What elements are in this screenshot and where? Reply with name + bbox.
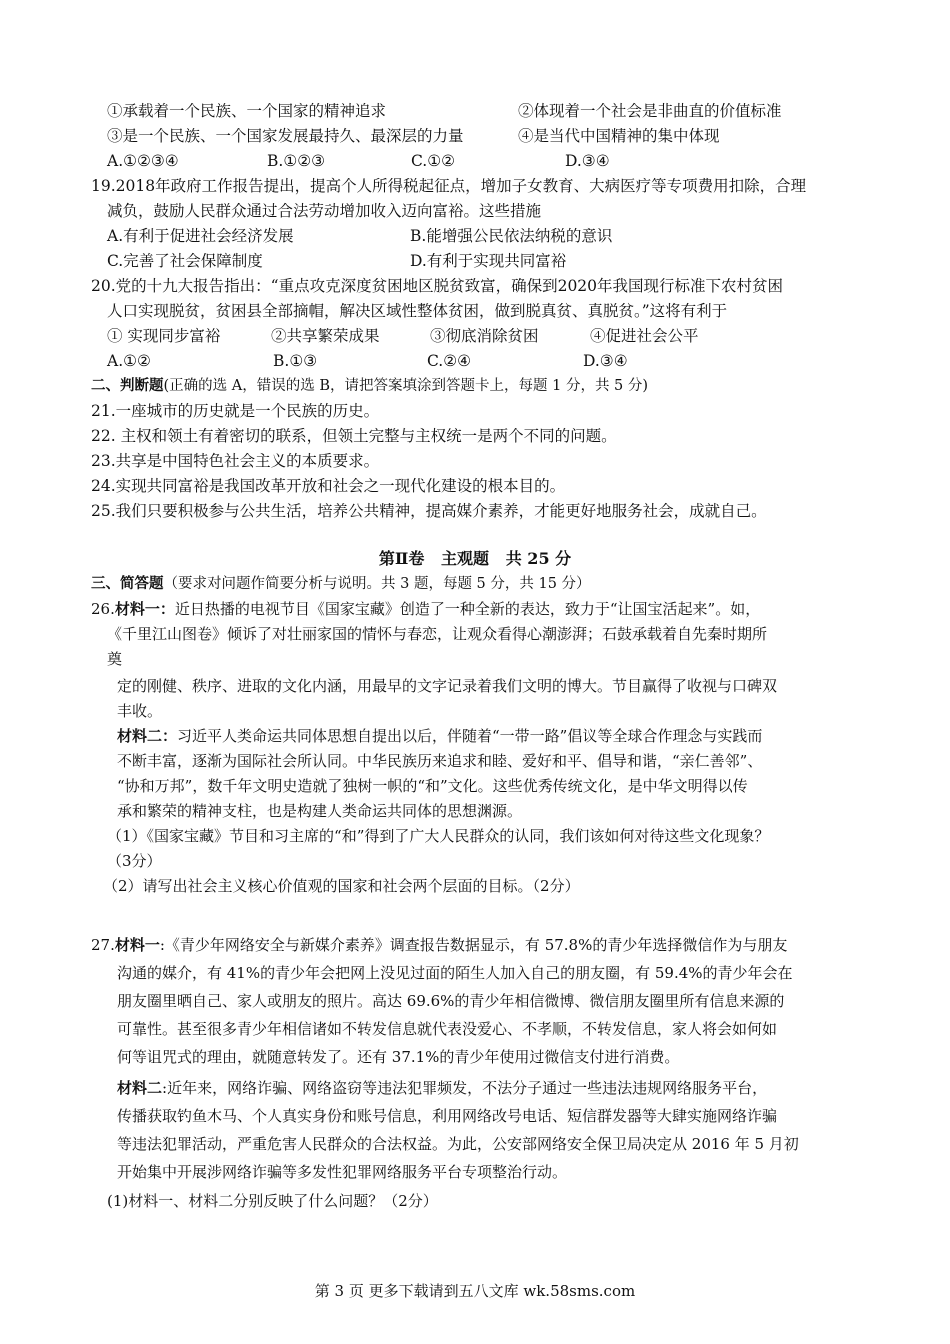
q27-material2-line1 — [117, 1078, 767, 1098]
q18-choice-a: A.①②③④ — [107, 152, 179, 170]
q26-material2-line4: 承和繁荣的精神支柱，也是构建人类命运共同体的思想渊源。 — [117, 802, 523, 820]
q26-material2-text1: 习近平人类命运共同体思想自提出以后，伴随着“一带一路”倡议等全球合作理念与实践而 — [177, 727, 763, 745]
q24-text: 24.实现共同富裕是我国改革开放和社会之一现代化建设的根本目的。 — [91, 477, 566, 495]
q26-material1-line4: 定的刚健、秩序、进取的文化内涵，用最早的文字记录着我们文明的博大。节目赢得了收视与口碑双 — [117, 677, 778, 695]
q26-material2-line2: 不断丰富，逐渐为国际社会所认同。中华民族历来追求和睦、爱好和平、倡导和谐，“亲仁善邻”、 — [117, 752, 763, 770]
q19-choice-b: B.能增强公民依法纳税的意识 — [410, 227, 613, 245]
q19-choice-d: D.有利于实现共同富裕 — [410, 252, 567, 270]
q27-material1-line3: 朋友圈里晒自己、家人或朋友的照片。高达 69.6%的青少年相信微博、微信朋友圈里所有信息来源的 — [117, 992, 785, 1010]
q26-subq1-line1: （1）《国家宝藏》节目和习主席的“和”得到了广大人民群众的认同，我们该如何对待这些文化现象？ — [107, 827, 770, 845]
q27-material1-label: 材料一 — [114, 936, 160, 954]
section3-note: （要求对问题作简要分析与说明。共 3 题，每题 5 分，共 15 分） — [163, 576, 591, 592]
q18-choice-c: C.①② — [411, 152, 456, 170]
section3-heading: 三、简答题 — [91, 575, 164, 592]
q20-choice-d: D.③④ — [583, 352, 628, 370]
q25-text: 25.我们只要积极参与公共生活，培养公共精神，提高媒介素养，才能更好地服务社会，成就自己。 — [91, 502, 767, 520]
q20-option-2: ②共享繁荣成果 — [271, 327, 380, 345]
section2-heading: 二、判断题 — [91, 377, 164, 394]
q20-choice-b: B.①③ — [273, 352, 318, 370]
q27-number: 27. — [91, 936, 115, 954]
q27-material2-text1: :近年来，网络诈骗、网络盗窃等违法犯罪频发，不法分子通过一些违法违规网络服务平台， — [162, 1079, 768, 1097]
q19-choice-c: C.完善了社会保障制度 — [107, 252, 263, 270]
q27-material1-line1 — [91, 935, 787, 955]
q26-material2-label: 材料二： — [117, 727, 178, 745]
q26-material1-line5: 丰收。 — [117, 702, 163, 720]
q26-material1-line1: 26.材料一：近日热播的电视节目《国家宝藏》创造了一种全新的表达，致力于“让国宝活起来”。如， — [91, 600, 761, 618]
q27-material2-line2: 传播获取钓鱼木马、个人真实身份和账号信息，利用网络改号电话、短信群发器等大肆实施网络诈骗 — [117, 1107, 778, 1125]
q18-option-1: ①承载着一个民族、一个国家的精神追求 — [107, 102, 387, 120]
q27-material1-text1: :《青少年网络安全与新媒介素养》调查报告数据显示，有 57.8%的青少年选择微信作为与朋友 — [159, 936, 788, 954]
q20-option-4: ④促进社会公平 — [590, 327, 699, 345]
q18-option-3: ③是一个民族、一个国家发展最持久、最深层的力量 — [107, 127, 464, 145]
q18-choice-b: B.①②③ — [267, 152, 326, 170]
q20-option-1: ① 实现同步富裕 — [107, 327, 221, 345]
page-footer: 第 3 页 更多下载请到五八文库 wk.58sms.com — [314, 1282, 636, 1300]
q27-material1-line2: 沟通的媒介，有 41%的青少年会把网上没见过面的陌生人加入自己的朋友圈，有 59.4%的青少年会在 — [117, 964, 793, 982]
q27-material2-line4: 开始集中开展涉网络诈骗等多发性犯罪网络服务平台专项整治行动。 — [117, 1163, 568, 1181]
section2-heading-line — [91, 376, 648, 396]
q18-option-4: ④是当代中国精神的集中体现 — [518, 127, 720, 145]
q27-material2-line3: 等违法犯罪活动，严重危害人民群众的合法权益。为此，公安部网络安全保卫局决定从 2016 年 5 月初 — [117, 1135, 799, 1153]
q26-material1-label: 材料一： — [114, 600, 175, 618]
q20-stem-line2: 人口实现脱贫，贫困县全部摘帽，解决区域性整体贫困，做到脱真贫、真脱贫。”这将有利于 — [107, 302, 728, 320]
q27-subq1: (1)材料一、材料二分别反映了什么问题？（2分） — [107, 1192, 438, 1210]
q27-material2-label: 材料二 — [117, 1079, 163, 1097]
q21-text: 21.一座城市的历史就是一个民族的历史。 — [91, 402, 380, 420]
q20-choice-c: C.②④ — [427, 352, 472, 370]
q23-text: 23.共享是中国特色社会主义的本质要求。 — [91, 452, 380, 470]
q18-option-2: ②体现着一个社会是非曲直的价值标准 — [518, 102, 782, 120]
q26-material1-text1: 近日热播的电视节目《国家宝藏》创造了一种全新的表达，致力于“让国宝活起来”。如， — [174, 600, 761, 618]
q26-subq2: （2）请写出社会主义核心价值观的国家和社会两个层面的目标。（2分） — [103, 877, 580, 895]
q26-material1-line2: 《千里江山图卷》倾诉了对壮丽家国的情怀与春恋，让观众看得心潮澎湃；石鼓承载着自先秦时期所 — [107, 625, 768, 643]
q19-choice-a: A.有利于促进社会经济发展 — [107, 227, 294, 245]
q26-subq1-line2: （3分） — [107, 852, 162, 870]
part2-title: 第Ⅱ卷 主观题 共 25 分 — [378, 549, 572, 568]
q20-choice-a: A.①② — [107, 352, 151, 370]
section3-heading-line — [91, 574, 591, 594]
q18-choice-d: D.③④ — [565, 152, 610, 170]
q26-material2-line3: “协和万邦”，数千年文明史造就了独树一帜的“和”文化。这些优秀传统文化，是中华文明得以传 — [117, 777, 748, 795]
q20-stem-line1: 20.党的十九大报告指出：“重点攻克深度贫困地区脱贫致富，确保到2020年我国现行标准下农村贫困 — [91, 277, 784, 295]
q26-material2-line1 — [117, 726, 762, 746]
q27-material1-line5: 何等诅咒式的理由，就随意转发了。还有 37.1%的青少年使用过微信支付进行消费。 — [117, 1048, 680, 1066]
q19-stem-line2: 减负，鼓励人民群众通过合法劳动增加收入迈向富裕。这些措施 — [107, 202, 542, 220]
q22-text: 22. 主权和领土有着密切的联系，但领土完整与主权统一是两个不同的问题。 — [91, 427, 617, 445]
q19-stem-line1: 19.2018年政府工作报告提出，提高个人所得税起征点，增加子女教育、大病医疗等专项费用扣除，合理 — [91, 177, 807, 195]
q26-material1-line3: 奠 — [107, 650, 123, 668]
q27-material1-line4: 可靠性。甚至很多青少年相信诸如不转发信息就代表没爱心、不孝顺，不转发信息，家人将会如何如 — [117, 1020, 778, 1038]
section2-note: (正确的选 A，错误的选 B，请把答案填涂到答题卡上，每题 1 分，共 5 分) — [163, 378, 649, 394]
q20-option-3: ③彻底消除贫困 — [430, 327, 539, 345]
